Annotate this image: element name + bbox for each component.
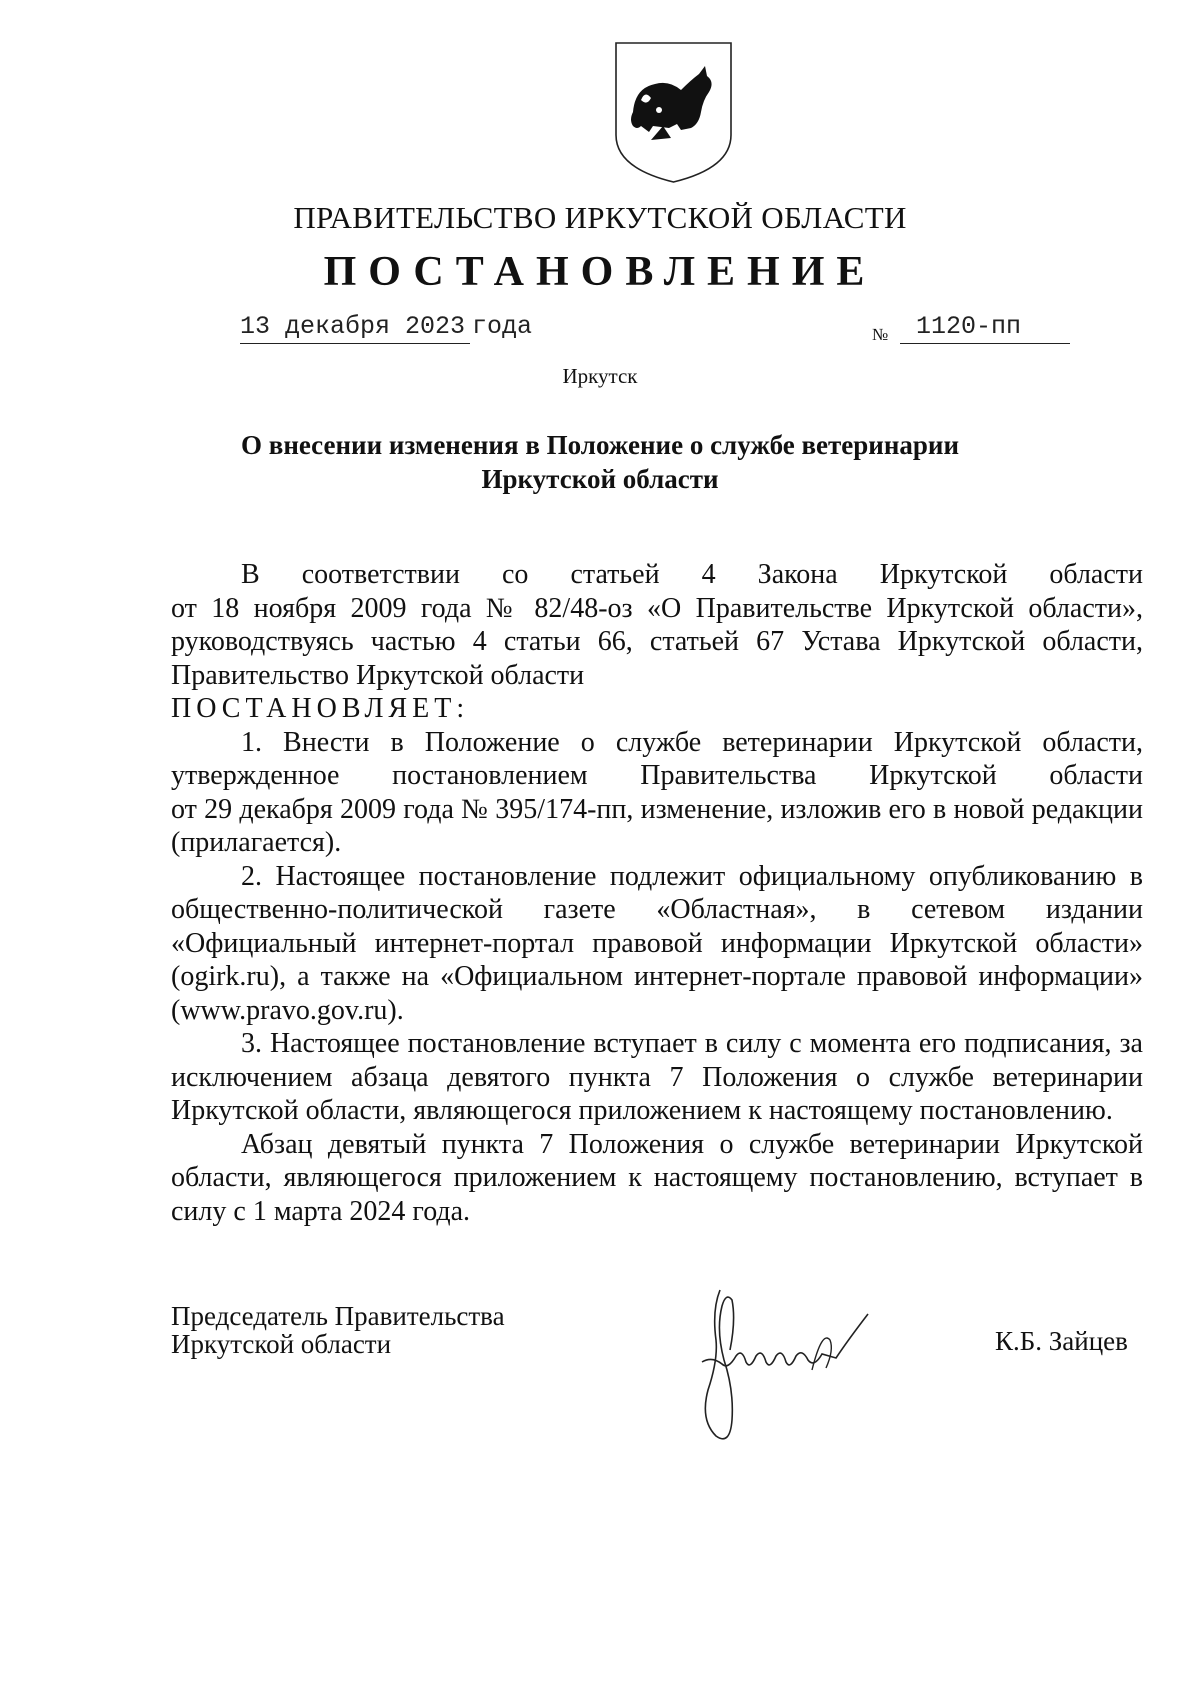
item1-line-3: от 29 декабря 2009 года № 395/174-пп, изменение, изложив его в новой редакции bbox=[171, 793, 1143, 825]
signer-position bbox=[171, 1302, 505, 1358]
item3-note-line-1: Абзац девятый пункта 7 Положения о службе ветеринарии Иркутской bbox=[241, 1128, 1143, 1160]
preamble-line-1: В соответствии со статьей 4 Закона Иркутской области bbox=[241, 559, 1143, 590]
item2-line-3: «Официальный интернет-портал правовой информации Иркутской области» bbox=[171, 927, 1143, 959]
item3-note-line-2: области, являющегося приложением к настоящему постановлению, вступает в bbox=[171, 1162, 1143, 1193]
resolves-word: ПОСТАНОВЛЯЕТ: bbox=[171, 693, 470, 724]
item1-line-2: утвержденное постановлением Правительства Иркутской области bbox=[171, 760, 1143, 791]
preamble-line-2: от 18 ноября 2009 года № 82/48-оз «О Правительстве Иркутской области», bbox=[171, 592, 1143, 624]
signer-name: К.Б. Зайцев bbox=[995, 1326, 1128, 1356]
document-body bbox=[171, 558, 1143, 1228]
item2-line-4: (ogirk.ru), а также на «Официальном интернет-портале правовой информации» bbox=[171, 961, 1143, 992]
number-sign: № bbox=[872, 325, 889, 344]
document-title bbox=[200, 428, 1000, 496]
title-line-1: О внесении изменения в Положение о службе ветеринарии bbox=[240, 430, 960, 460]
item3-note-line-3: силу с 1 марта 2024 года. bbox=[171, 1195, 471, 1227]
item3-line-3: Иркутской области, являющегося приложением к настоящему постановлению. bbox=[171, 1095, 1113, 1126]
document-type: ПОСТАНОВЛЕНИЕ bbox=[323, 249, 877, 295]
handwritten-signature-icon bbox=[672, 1270, 912, 1450]
item1-line-1: 1. Внести в Положение о службе ветеринарии Иркутской области, bbox=[241, 726, 1143, 758]
item2-line-2: общественно-политической газете «Областная», в сетевом издании bbox=[171, 894, 1143, 925]
city: Иркутск bbox=[562, 364, 638, 388]
coat-of-arms-icon bbox=[611, 40, 736, 185]
signer-position-line-2: Иркутской области bbox=[171, 1329, 392, 1359]
document-date: 13 декабря 2023 bbox=[240, 312, 470, 344]
document-number: 1120-пп bbox=[900, 312, 1070, 344]
date-suffix: года bbox=[472, 312, 533, 341]
preamble-line-3: руководствуясь частью 4 статьи 66, статьей 67 Устава Иркутской области, bbox=[171, 626, 1143, 657]
item2-line-5: (www.pravo.gov.ru). bbox=[171, 994, 404, 1026]
signer-position-line-1: Председатель Правительства bbox=[171, 1301, 505, 1331]
item1-line-4: (прилагается). bbox=[171, 827, 342, 858]
title-line-2: Иркутской области bbox=[481, 464, 719, 494]
item3-line-2: исключением абзаца девятого пункта 7 Положения о службе ветеринарии bbox=[171, 1061, 1143, 1093]
item3-line-1: 3. Настоящее постановление вступает в силу с момента его подписания, за bbox=[241, 1028, 1143, 1059]
item2-line-1: 2. Настоящее постановление подлежит официальному опубликованию в bbox=[241, 860, 1143, 892]
preamble-line-4: Правительство Иркутской области bbox=[171, 659, 585, 691]
government-name: ПРАВИТЕЛЬСТВО ИРКУТСКОЙ ОБЛАСТИ bbox=[293, 200, 907, 235]
